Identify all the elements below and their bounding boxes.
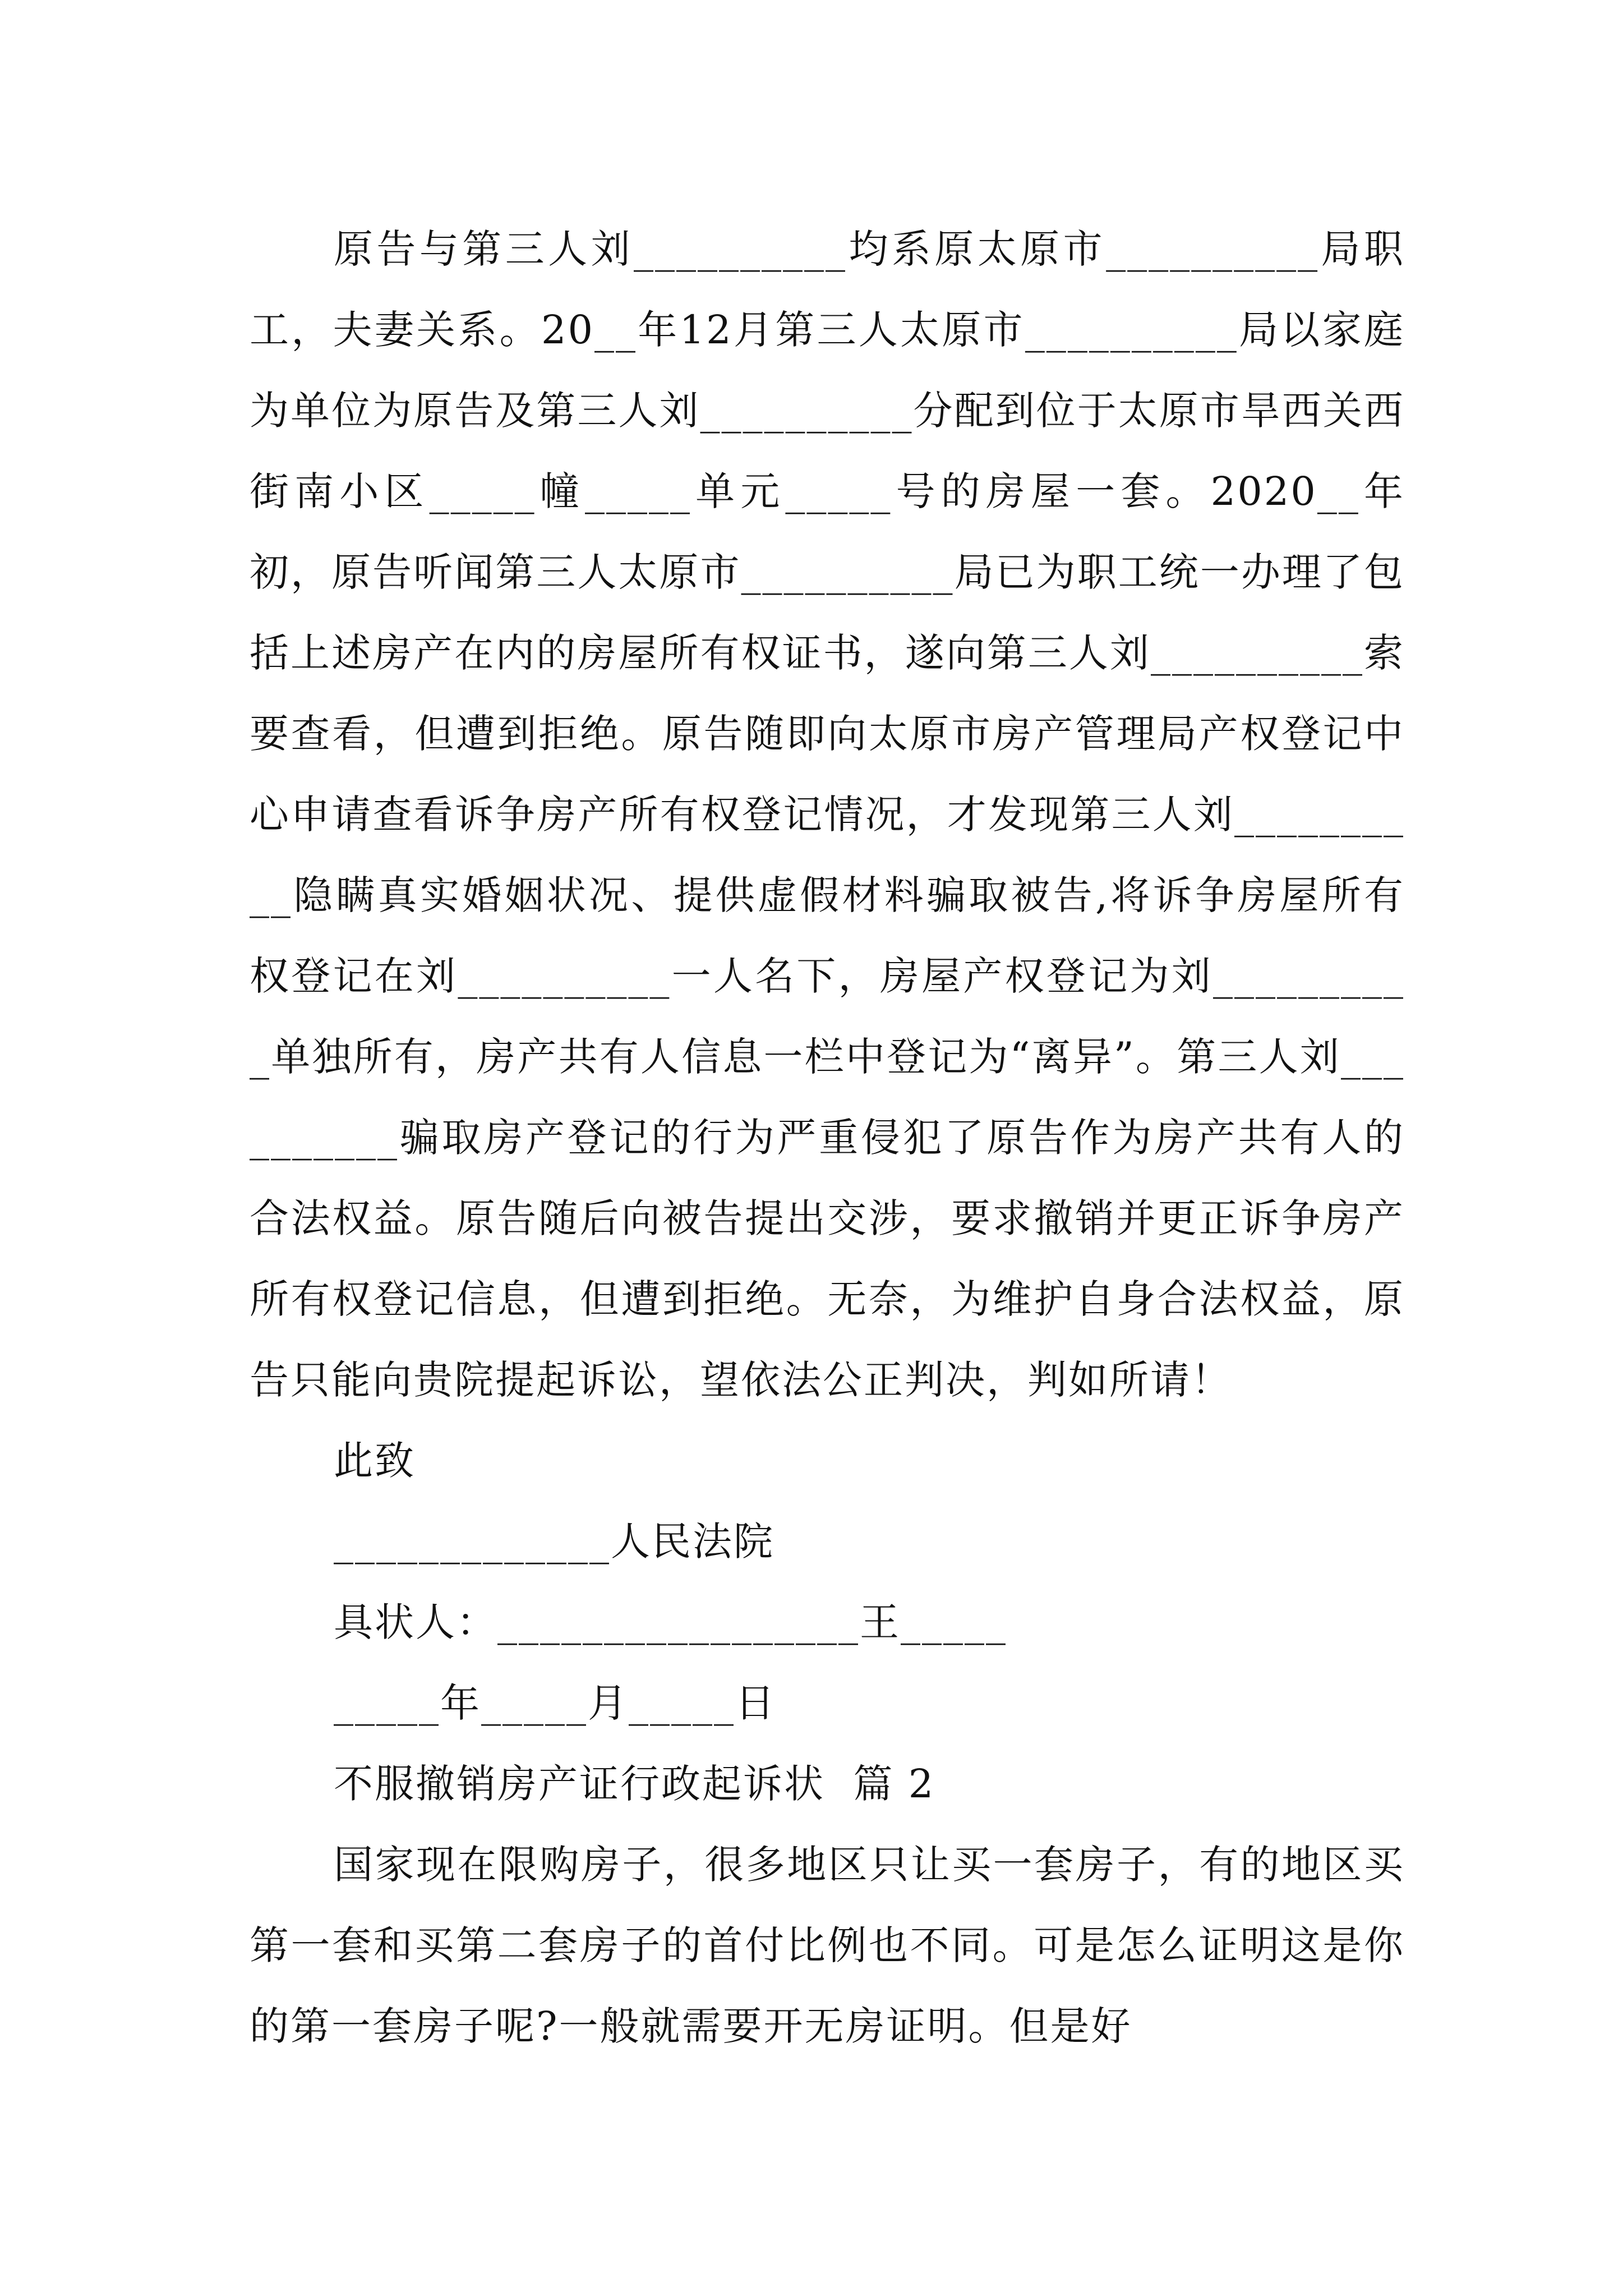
salutation: 此致 [334, 1438, 416, 1484]
section-2-paragraph: 国家现在限购房子，很多地区只让买一套房子，有的地区买第一套和买第二套房子的首付比例也不同。可是怎么证明这是你的第一套房子呢?一般就需要开无房证明。但是好 [250, 1842, 1405, 2049]
section-heading: 不服撤销房产证行政起诉状 篇 2 [334, 1761, 935, 1807]
document-body [250, 209, 1405, 2067]
complaint-facts-paragraph: 原告与第三人刘__________均系原太原市__________局职工，夫妻关系。20__年12月第三人太原市__________局以家庭为单位为原告及第三人刘__________分配到位于太原市旱西关西街南小区_____幢_____单元_____号的房屋一套。2020__年初，原告听闻第三人太原市__________局已为职工统一办理了包括上述房产在内的房屋所有权证书，遂向第三人刘__________索要查看，但遭到拒绝。原告随即向太原市房产管理局产权登记中心申请查看诉争房产所有权登记情况，才发现第三人刘__________隐瞒真实婚姻状况、提供虚假材料骗取被告,将诉争房屋所有权登记在刘__________一人名下，房屋产权登记为刘__________单独所有，房产共有人信息一栏中登记为“离异”。第三人刘__________骗取房产登记的行为严重侵犯了原告作为房产共有人的合法权益。原告随后向被告提出交涉，要求撤销并更正诉争房产所有权登记信息，但遭到拒绝。无奈，为维护自身合法权益，原告只能向贵院提起诉讼，望依法公正判决，判如所请！ [250, 226, 1405, 1403]
date-line: _____年_____月_____日 [334, 1680, 776, 1726]
court-line: _____________人民法院 [334, 1519, 774, 1565]
plaintiff-signature-line: 具状人：_________________王_____ [334, 1599, 1007, 1645]
